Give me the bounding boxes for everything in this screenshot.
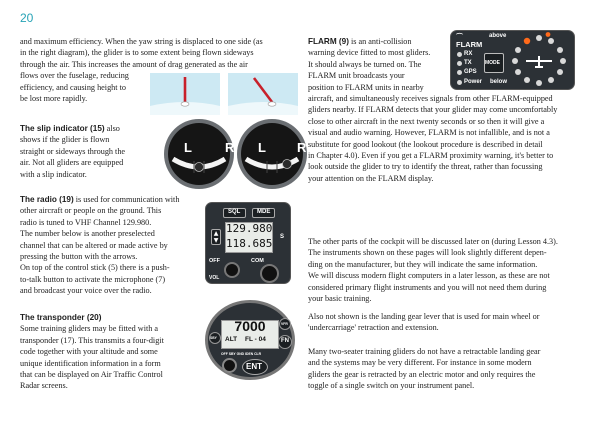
other-parts-paragraph: The other parts of the cockpit will be discussed later on (during Lesson 4.3). The instruments shown on these pages will look slightly different depen- ding on the manufacturer, but they will indicate the same information. We will discuss modern flight computers in a later lesson, as these are not considered primary flight instruments and you will not need them during your basic training. bbox=[308, 237, 558, 304]
radio-heading: The radio (19) bbox=[20, 195, 74, 204]
flarm-title: FLARM bbox=[456, 40, 483, 49]
slip-paragraph: The slip indicator (15) also shows if the glider is flown straight or sideways through the air. Not all gliders are equipped with a slip indicator. bbox=[20, 124, 126, 179]
radio-standby-frequency: 118.685 bbox=[226, 237, 273, 250]
transponder-mode-knob[interactable] bbox=[222, 358, 237, 373]
radio-swap-arrows-button[interactable]: ▲ ▼ bbox=[211, 229, 221, 245]
two-seater-paragraph: Many two-seater training gliders do not have a retractable landing gear and the systems may be very different. For instance in some modern gliders the gear is retracted by an electric motor and only requires the toggle of a single switch on your instrument panel. bbox=[308, 347, 541, 391]
page-number: 20 bbox=[20, 11, 34, 25]
intro-paragraph: and maximum efficiency. When the yaw string is displaced to one side (as in the right diagram), the glider is to some extent being flown sideways through the air. This increases the amount of drag generated as the air flows over the fuselage, reducing efficiency, and causing height to be lost more rapidly. bbox=[20, 37, 263, 104]
transponder-left-button-label: SBY bbox=[210, 336, 217, 340]
yaw-string-diagram bbox=[150, 73, 300, 115]
transponder-mode-labels: OFF SBY GND IDEN CLR bbox=[221, 352, 262, 356]
slip-left-l-label: L bbox=[184, 140, 192, 155]
slip-indicator-left-gauge bbox=[164, 119, 234, 189]
flarm-above-label: above bbox=[489, 33, 507, 39]
radio-s-label: S bbox=[280, 234, 285, 240]
slip-left-r-label: R bbox=[225, 140, 235, 155]
transponder-alt-label: ALT bbox=[225, 336, 238, 343]
radio-frequency-knob[interactable] bbox=[260, 264, 279, 283]
radio-volume-knob[interactable] bbox=[224, 262, 240, 278]
flarm-power-led bbox=[457, 80, 462, 85]
radio-com-label: COM bbox=[251, 258, 264, 264]
flarm-led-ring bbox=[508, 32, 570, 88]
flarm-above-led bbox=[546, 32, 551, 37]
transponder-heading: The transponder (20) bbox=[20, 313, 102, 322]
transponder-code: 7000 bbox=[234, 318, 266, 334]
flarm-tx-led bbox=[457, 61, 462, 66]
transponder-flight-level: FL - 04 bbox=[245, 336, 266, 343]
radio-mde-label: MDE bbox=[257, 209, 271, 215]
flarm-power-label: Power bbox=[464, 79, 483, 85]
radio-active-frequency: 129.980 bbox=[226, 222, 273, 235]
flarm-gps-label: GPS bbox=[464, 69, 477, 75]
flarm-rx-label: RX bbox=[464, 51, 473, 57]
radio-sql-label: SQL bbox=[228, 209, 241, 215]
flarm-heading: FLARM (9) bbox=[308, 37, 349, 46]
transponder-paragraph: The transponder (20) Some training gliders may be fitted with a transponder (17). This transmits a four-digit code together with your altitude and some unique identification information in a form that can be displayed on Air Traffic Control Radar screens. bbox=[20, 312, 210, 392]
transponder-fn-label: FN bbox=[281, 338, 289, 344]
flarm-paragraph-body: aircraft, and simultaneously receives signals from other FLARM-equipped gliders nearby. If FLARM detects that your glider may come uncomfortably close to other aircraft in the next twenty seconds or so then it will give a visual and audio warning. However, FLARM is not infallible, and is not a substitute for good lookout (the lookout procedure is described in detail in Chapter 4.0). Even if you get a FLARM proximity warning, it's better to look outside the glider to try to identify the threat, rather than focussing your attention on the FLARM display. bbox=[308, 94, 558, 183]
flarm-tx-label: TX bbox=[464, 60, 472, 66]
flarm-glider-icon bbox=[526, 56, 552, 68]
flarm-gps-led bbox=[457, 70, 462, 75]
transponder-ent-label: ENT bbox=[246, 362, 262, 371]
slip-heading: The slip indicator (15) bbox=[20, 124, 105, 133]
slip-right-r-label: R bbox=[297, 140, 307, 155]
flarm-paragraph-top: FLARM (9) is an anti-collision warning device fitted to most gliders. It should always be turned on. The FLARM unit broadcasts your position to FLARM units in nearby bbox=[308, 37, 431, 92]
flarm-wifi-icon: ⌒ bbox=[456, 34, 463, 41]
flarm-below-label: below bbox=[490, 79, 508, 85]
slip-ball bbox=[195, 163, 204, 172]
transponder-vfr-label: VFR bbox=[281, 322, 288, 326]
flarm-mode-label: MODE bbox=[485, 60, 500, 66]
slip-right-l-label: L bbox=[258, 140, 266, 155]
flarm-warning-led bbox=[524, 38, 530, 44]
slip-ball-displaced bbox=[283, 160, 292, 169]
landing-gear-paragraph: Also not shown is the landing gear lever that is used for main wheel or 'undercarriage' retraction and extension. bbox=[308, 312, 540, 333]
radio-off-label: OFF bbox=[209, 258, 220, 264]
radio-vol-label: VOL bbox=[209, 275, 220, 281]
flarm-rx-led bbox=[457, 52, 462, 57]
radio-paragraph: The radio (19) is used for communication with other aircraft or people on the ground. This radio is tuned to VHF Channel 129.980. The number below is another preselected channel that can be altered or made active by pressing the button with the arrows. On top of the control stick (5) there is a push- to-talk button to activate the microphone (7) and broadcast your voice over the radio. bbox=[20, 195, 180, 296]
